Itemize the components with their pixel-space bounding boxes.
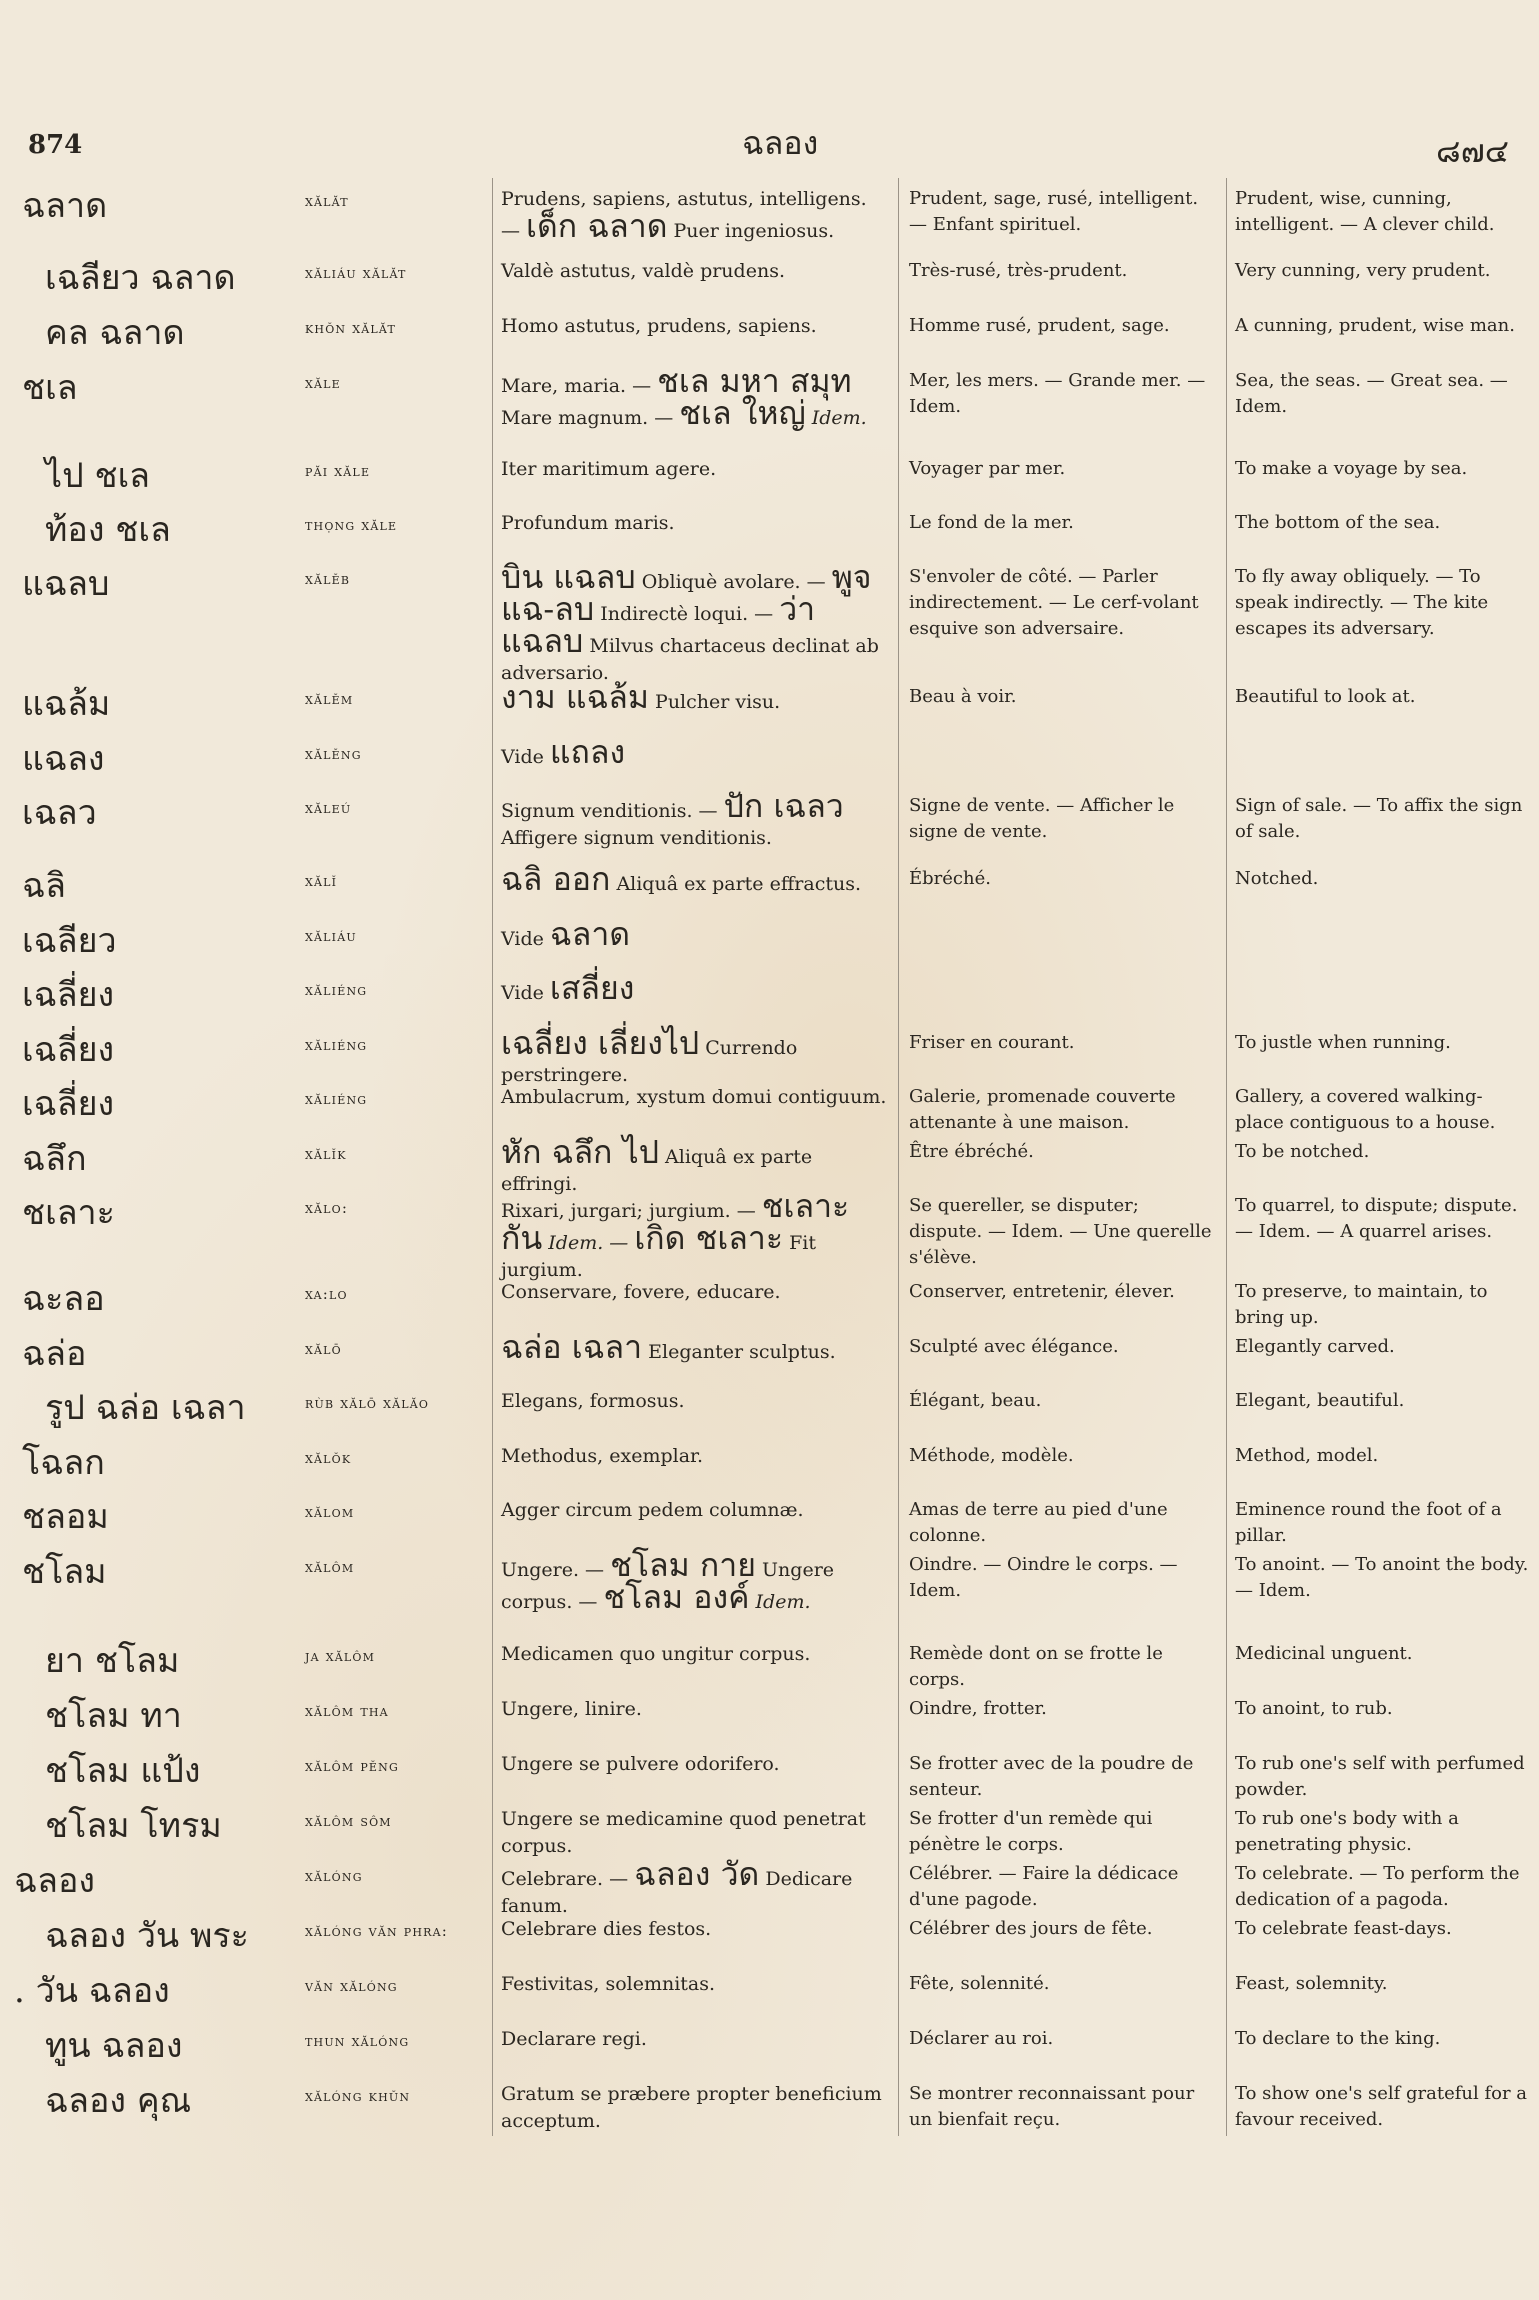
romanization: xălôm sôm (305, 1812, 392, 1830)
thai-headword: ฉล่อ (22, 1334, 87, 1374)
english-definition: Elegantly carved. (1235, 1336, 1395, 1357)
thai-headword: เฉลี่ยง (22, 1030, 115, 1070)
romanization: xălo: (305, 1199, 349, 1217)
english-definition: Eminence round the foot of a pillar. (1235, 1499, 1502, 1546)
romanization: xălôm (305, 1558, 355, 1576)
romanization: rùb xălō xălăo (305, 1394, 430, 1412)
french-definition: Célébrer. — Faire la dédicace d'une pagode. (909, 1863, 1179, 1910)
english-definition: Medicinal unguent. (1235, 1643, 1413, 1664)
romanization: xăleú (305, 799, 352, 817)
english-definition: To anoint. — To anoint the body. — Idem. (1235, 1554, 1529, 1601)
thai-headword: ชโลม ทา (45, 1696, 182, 1736)
romanization: xălĭk (305, 1145, 347, 1163)
romanization: xăliáu (305, 927, 357, 945)
thai-headword: รูป ฉล่อ เฉลา (45, 1388, 246, 1428)
english-definition: To celebrate. — To perform the dedication of a pagoda. (1235, 1863, 1520, 1910)
romanization: xălĕb (305, 570, 351, 588)
latin-definition: Agger circum pedem columnæ. (501, 1499, 804, 1521)
romanization: khŏn xălăt (305, 319, 396, 337)
english-definition: To celebrate feast-days. (1235, 1918, 1452, 1939)
romanization: xălĕm (305, 690, 354, 708)
latin-definition: ฉล่อ เฉลา Eleganter sculptus. (501, 1328, 836, 1366)
thai-headword: เฉลี่ยง (22, 1084, 115, 1124)
english-definition: A cunning, prudent, wise man. (1235, 315, 1515, 336)
french-definition: Voyager par mer. (909, 458, 1066, 479)
english-definition: Feast, solemnity. (1235, 1973, 1388, 1994)
french-definition: Galerie, promenade couverte attenante à une maison. (909, 1086, 1176, 1133)
romanization: xălom (305, 1503, 355, 1521)
french-definition: Se montrer reconnaissant pour un bienfait reçu. (909, 2083, 1195, 2130)
romanization: thun xălóng (305, 2032, 410, 2050)
romanization: xălôm pĕng (305, 1757, 399, 1775)
latin-definition: Homo astutus, prudens, sapiens. (501, 315, 817, 337)
english-definition: The bottom of the sea. (1235, 512, 1441, 533)
thai-headword: เฉลียว (22, 921, 117, 961)
english-definition: Method, model. (1235, 1445, 1379, 1466)
english-definition: To make a voyage by sea. (1235, 458, 1468, 479)
thai-headword: เฉลว (22, 793, 97, 833)
latin-definition: เฉลี่ยง เลี่ยงไป Currendo perstringere. (501, 1024, 798, 1086)
english-definition: To declare to the king. (1235, 2028, 1441, 2049)
latin-definition: หัก ฉลึก ไป Aliquâ ex parte effringi. (501, 1133, 813, 1195)
english-definition: To justle when running. (1235, 1032, 1451, 1053)
english-definition: To preserve, to maintain, to bring up. (1235, 1281, 1488, 1328)
french-definition: Très-rusé, très-prudent. (909, 260, 1128, 281)
latin-definition: งาม แฉล้ม Pulcher visu. (501, 678, 781, 716)
thai-headword: แฉลง (22, 739, 105, 779)
french-definition: Friser en courant. (909, 1032, 1075, 1053)
latin-definition: Ungere se pulvere odorifero. (501, 1753, 780, 1775)
thai-headword: เฉลียว ฉลาด (45, 258, 236, 298)
latin-definition: Elegans, formosus. (501, 1390, 685, 1412)
thai-headword: ชเลาะ (22, 1193, 115, 1233)
french-definition: Célébrer des jours de fête. (909, 1918, 1153, 1939)
latin-definition: Conservare, fovere, educare. (501, 1281, 781, 1303)
latin-definition: Ungere se medicamine quod penetrat corpus. (501, 1808, 866, 1857)
latin-definition: Mare, maria. — ชเล มหา สมุท Mare magnum. — ชเล ใหญ่ Idem. (501, 362, 867, 432)
romanization: xăliáu xălăt (305, 264, 407, 282)
thai-headword: ฉลอง วัน พระ (45, 1916, 249, 1956)
page-number-left: 874 (28, 130, 83, 160)
latin-definition: Medicamen quo ungitur corpus. (501, 1643, 811, 1665)
romanization: păi xăle (305, 462, 371, 480)
english-definition: To rub one's self with perfumed powder. (1235, 1753, 1525, 1800)
romanization: thọng xăle (305, 516, 398, 534)
latin-definition: Celebrare dies festos. (501, 1918, 712, 1940)
thai-headword: แฉล้ม (22, 684, 111, 724)
latin-definition: Ungere. — ชโลม กาย Ungere corpus. — ชโลม องค์ Idem. (501, 1546, 835, 1616)
romanization: xălĭ (305, 872, 338, 890)
romanization: xălĕng (305, 745, 362, 763)
french-definition: Beau à voir. (909, 686, 1017, 707)
latin-definition: Ambulacrum, xystum domui contiguum. (501, 1086, 887, 1108)
thai-headword: ฉลอง คุณ (45, 2081, 192, 2121)
thai-headword: ฉลิ (22, 866, 66, 906)
french-definition: Le fond de la mer. (909, 512, 1074, 533)
french-definition: Oindre, frotter. (909, 1698, 1047, 1719)
french-definition: Déclarer au roi. (909, 2028, 1054, 2049)
column-rule (1226, 178, 1227, 2136)
french-definition: Fête, solennité. (909, 1973, 1050, 1994)
english-definition: Sign of sale. — To affix the sign of sale. (1235, 795, 1523, 842)
english-definition: To quarrel, to dispute; dispute. — Idem. — A quarrel arises. (1235, 1195, 1518, 1242)
latin-definition: Profundum maris. (501, 512, 675, 534)
french-definition: Oindre. — Oindre le corps. — Idem. (909, 1554, 1178, 1601)
latin-definition: Valdè astutus, valdè prudens. (501, 260, 785, 282)
latin-definition: Prudens, sapiens, astutus, intelligens. — เด็ก ฉลาด Puer ingeniosus. (501, 188, 867, 245)
thai-headword: . วัน ฉลอง (14, 1971, 170, 2011)
romanization: xăliéng (305, 1036, 368, 1054)
romanization: xălôm tha (305, 1702, 389, 1720)
french-definition: Être ébréché. (909, 1141, 1034, 1162)
french-definition: Ébréché. (909, 868, 991, 889)
english-definition: To anoint, to rub. (1235, 1698, 1393, 1719)
english-definition: To rub one's body with a penetrating physic. (1235, 1808, 1459, 1855)
latin-definition: Signum venditionis. — ปัก เฉลว Affigere signum venditionis. (501, 787, 844, 849)
english-definition: Very cunning, very prudent. (1235, 260, 1491, 281)
english-definition: To fly away obliquely. — To speak indirectly. — The kite escapes its adversary. (1235, 566, 1489, 639)
romanization: xălăt (305, 192, 349, 210)
french-definition: Se frotter avec de la poudre de senteur. (909, 1753, 1194, 1800)
french-definition: Mer, les mers. — Grande mer. — Idem. (909, 370, 1206, 417)
page-number-right: ๘๗๔ (1436, 132, 1509, 170)
column-rule (898, 178, 899, 2136)
column-rule (492, 178, 493, 2136)
french-definition: Se quereller, se disputer; dispute. — Idem. — Une querelle s'élève. (909, 1195, 1212, 1268)
thai-headword: คล ฉลาด (45, 313, 185, 353)
latin-definition: Gratum se præbere propter beneficium acceptum. (501, 2083, 882, 2132)
romanization: xălóng văn phra: (305, 1922, 449, 1940)
latin-definition: Methodus, exemplar. (501, 1445, 704, 1467)
head-word: ฉลอง (742, 124, 819, 162)
thai-headword: แฉลบ (22, 564, 110, 604)
romanization: xălō (305, 1340, 342, 1358)
thai-headword: ไป ชเล (45, 456, 151, 496)
running-head (0, 118, 1539, 168)
romanization: ja xălôm (305, 1647, 376, 1665)
french-definition: Remède dont on se frotte le corps. (909, 1643, 1163, 1690)
latin-definition: บิน แฉลบ Obliquè avolare. — พูจ แฉ-ลบ Indirectè loqui. — ว่า แฉลบ Milvus chartaceus declinat ab adversario. (501, 558, 879, 684)
latin-definition: Rixari, jurgari; jurgium. — ชเลาะกัน Idem. — เกิด ชเลาะ Fit jurgium. (501, 1187, 850, 1281)
thai-headword: ชโลม แป้ง (45, 1751, 201, 1791)
romanization: xălóng khŭn (305, 2087, 411, 2105)
french-definition: Se frotter d'un remède qui pénètre le corps. (909, 1808, 1153, 1855)
english-definition: Notched. (1235, 868, 1319, 889)
thai-headword: ท้อง ชเล (45, 510, 171, 550)
french-definition: Conserver, entretenir, élever. (909, 1281, 1175, 1302)
thai-headword: ฉลาด (22, 186, 108, 226)
thai-headword: ฉลอง (14, 1861, 96, 1901)
romanization: xălóng (305, 1867, 363, 1885)
latin-definition: Vide ฉลาด (501, 915, 631, 953)
english-definition: To be notched. (1235, 1141, 1370, 1162)
latin-definition: Declarare regi. (501, 2028, 647, 2050)
latin-definition: Iter maritimum agere. (501, 458, 717, 480)
thai-headword: ยา ชโลม (45, 1641, 180, 1681)
thai-headword: ชลอม (22, 1497, 109, 1537)
thai-headword: ชโลม (22, 1552, 107, 1592)
thai-headword: เฉลี่ยง (22, 975, 115, 1015)
romanization: xăle (305, 374, 341, 392)
romanization: xăliéng (305, 1090, 368, 1108)
french-definition: Prudent, sage, rusé, intelligent. — Enfant spirituel. (909, 188, 1199, 235)
french-definition: Élégant, beau. (909, 1390, 1042, 1411)
romanization: xălŏk (305, 1449, 352, 1467)
english-definition: Gallery, a covered walking-place contiguous to a house. (1235, 1086, 1496, 1133)
english-definition: Sea, the seas. — Great sea. — Idem. (1235, 370, 1508, 417)
thai-headword: ทูน ฉลอง (45, 2026, 183, 2066)
french-definition: Méthode, modèle. (909, 1445, 1074, 1466)
french-definition: Sculpté avec élégance. (909, 1336, 1119, 1357)
latin-definition: Celebrare. — ฉลอง วัด Dedicare fanum. (501, 1855, 853, 1917)
thai-headword: ชเล (22, 368, 78, 408)
french-definition: Signe de vente. — Afficher le signe de vente. (909, 795, 1175, 842)
thai-headword: ฉะลอ (22, 1279, 105, 1319)
english-definition: To show one's self grateful for a favour received. (1235, 2083, 1528, 2130)
latin-definition: Ungere, linire. (501, 1698, 642, 1720)
thai-headword: ชโลม โทรม (45, 1806, 222, 1846)
romanization: xa:lo (305, 1285, 348, 1303)
french-definition: Amas de terre au pied d'une colonne. (909, 1499, 1168, 1546)
english-definition: Beautiful to look at. (1235, 686, 1416, 707)
latin-definition: Vide เสลี่ยง (501, 969, 635, 1007)
french-definition: S'envoler de côté. — Parler indirectement. — Le cerf-volant esquive son adversaire. (909, 566, 1199, 639)
french-definition: Homme rusé, prudent, sage. (909, 315, 1170, 336)
romanization: văn xălóng (305, 1977, 398, 1995)
thai-headword: โฉลก (22, 1443, 105, 1483)
latin-definition: Vide แถลง (501, 733, 626, 771)
english-definition: Prudent, wise, cunning, intelligent. — A clever child. (1235, 188, 1495, 235)
english-definition: Elegant, beautiful. (1235, 1390, 1405, 1411)
romanization: xăliéng (305, 981, 368, 999)
thai-headword: ฉลึก (22, 1139, 87, 1179)
latin-definition: ฉลิ ออก Aliquâ ex parte effractus. (501, 860, 862, 898)
latin-definition: Festivitas, solemnitas. (501, 1973, 716, 1995)
